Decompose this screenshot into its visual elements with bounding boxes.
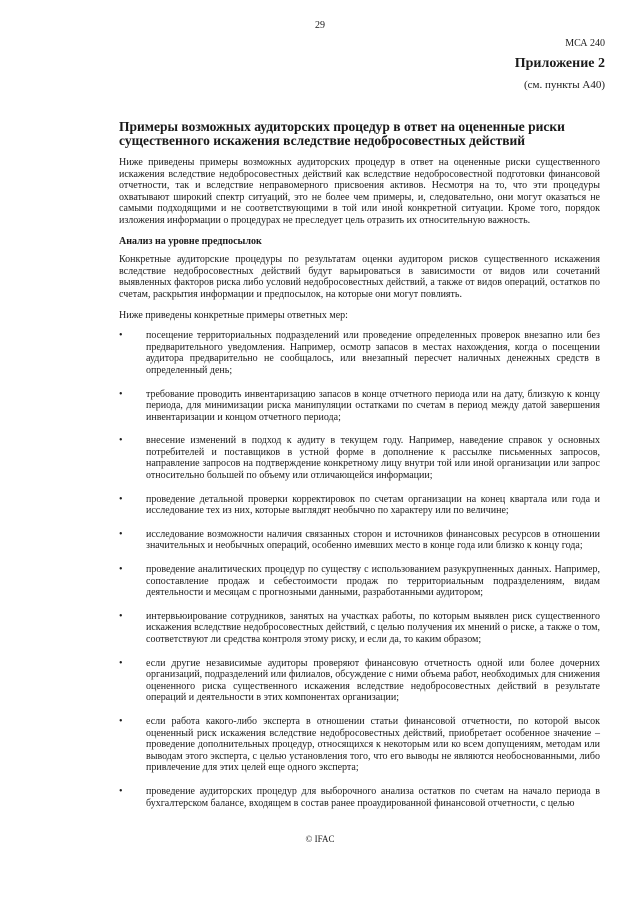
list-item-text: проведение аналитических процедур по существу с использованием разукрупненных данных. Например, сопоставление продаж и себестоимости продаж по территориальным подразделениям, видам деятельности и месяцам с прогнозными данными, разработанными аудитором; — [146, 564, 600, 599]
bullet-icon: • — [119, 610, 123, 622]
bullet-icon: • — [119, 330, 123, 342]
copyright-footer: © IFAC — [305, 834, 335, 844]
procedures-list — [119, 330, 600, 809]
section-heading: Анализ на уровне предпосылок — [119, 235, 262, 247]
list-item — [119, 564, 600, 599]
page-number: 29 — [315, 20, 325, 31]
list-item-text: проведение аудиторских процедур для выборочного анализа остатков по счетам на начало периода в бухгалтерском балансе, входящем в состав ранее проаудированной финансовой отчетности, с целью — [146, 785, 600, 809]
main-content — [119, 120, 600, 821]
list-item-text: проведение детальной проверки корректировок по счетам организации на конец квартала или года и исследование тех из них, которые выглядят необычно по характеру или по величине; — [146, 493, 600, 517]
list-item — [119, 330, 600, 376]
appendix-reference: (см. пункты А40) — [523, 79, 605, 91]
page-heading: Примеры возможных аудиторских процедур в ответ на оцененные риски существенного искажения вследствие недобросовестных действий — [119, 119, 565, 148]
bullet-icon: • — [119, 785, 123, 797]
appendix-title: Приложение 2 — [514, 56, 605, 71]
list-item-text: требование проводить инвентаризацию запасов в конце отчетного периода или на дату, близкую к концу периода, для минимизации риска манипуляции остатками по счетам в период между датой завершения инвентаризации и концом отчетного периода; — [146, 388, 600, 423]
list-item — [119, 389, 600, 424]
list-item-text: внесение изменений в подход к аудиту в текущем году. Например, наведение справок у основных потребителей и поставщиков в устной форме в дополнение к рассылке письменных запросов, направление запросов на подтверждение конкретному лицу внутри той или иной организации или запрос относительно большей по объему или отличающейся информации; — [146, 435, 600, 482]
bullet-icon: • — [119, 435, 123, 447]
list-item — [119, 529, 600, 552]
list-item-text: интервьюирование сотрудников, занятых на участках работы, по которым выявлен риск существенного искажения вследствие недобросовестных действий, с целью получения их мнений о риске, а также о том, соответствуют ли средства контроля этому риску, и если да, то каким образом; — [146, 610, 600, 645]
list-intro: Ниже приведены конкретные примеры ответных мер: — [119, 309, 348, 321]
intro-paragraph: Ниже приведены примеры возможных аудиторских процедур в ответ на оцененные риски существенного искажения вследствие недобросовестных действий как вследствие недобросовестной подготовки финансовой отчетности, так и вследствие неправомерного присвоения активов. Несмотря на то, что эти процедуры охватывают широкий спектр ситуаций, это не более чем примеры, и, следовательно, они могут оказаться не самыми подходящими и не соответствующими в той или иной конкретной ситуации. Кроме того, порядок изложения информации о процедурах не преследует цель отразить их относительную важность. — [119, 157, 600, 226]
list-item — [119, 786, 600, 809]
list-item — [119, 716, 600, 774]
list-item-text: если работа какого-либо эксперта в отношении статьи финансовой отчетности, по которой высок оцененный риск искажения вследствие недобросовестных действий, приобретает особенное значение – проведение дополнительных процедур, относящихся к некоторым или ко всем допущениям, методам или выводам этого эксперта, с целью установления того, что его выводы не являются необоснованными, либо привлечение для этих целей еще одного эксперта; — [146, 715, 600, 774]
bullet-icon: • — [119, 657, 123, 669]
list-item-text: исследование возможности наличия связанных сторон и источников финансовых ресурсов в отношении значительных и необычных операций, особенно имевших место в конце года или близко к концу года; — [146, 528, 600, 552]
list-item — [119, 435, 600, 481]
list-item-text: посещение территориальных подразделений или проведение определенных проверок внезапно или без предварительного уведомления. Например, осмотр запасов в местах нахождения, когда о посещении аудитора предварительно не сообщалось, или внезапный пересчет наличных денежных средств в определенный день; — [146, 330, 600, 376]
list-item — [119, 658, 600, 704]
bullet-icon: • — [119, 715, 123, 727]
bullet-icon: • — [119, 528, 123, 540]
bullet-icon: • — [119, 564, 123, 576]
list-item-text: если другие независимые аудиторы проверяют финансовую отчетность одной или более дочерних организаций, подразделений или филиалов, обсуждение с ними объема работ, необходимых для снижения оцененного риска существенного искажения вследствие недобросовестных действий в результате операций и деятельности в этих компонентах организации; — [146, 657, 600, 704]
standard-code: МСА 240 — [565, 38, 605, 49]
list-item — [119, 494, 600, 517]
section-paragraph: Конкретные аудиторские процедуры по результатам оценки аудитором рисков существенного искажения вследствие недобросовестных действий будут варьироваться в зависимости от видов или сочетаний выявленных факторов риска либо условий недобросовестных действий, а также от видов операций, остатков по счетам, раскрытия информации и предпосылок, на которые они могут повлиять. — [119, 254, 600, 300]
list-item — [119, 611, 600, 646]
bullet-icon: • — [119, 388, 123, 400]
bullet-icon: • — [119, 493, 123, 505]
